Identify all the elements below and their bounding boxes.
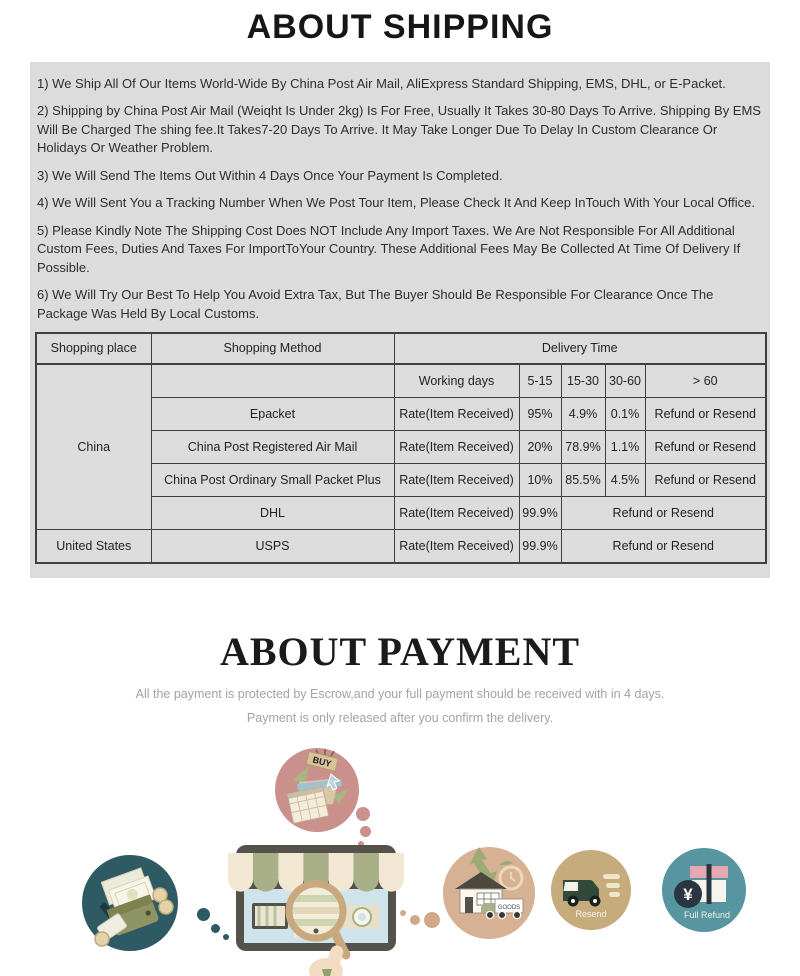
cell-rate: 99.9% <box>519 496 561 529</box>
shipping-notes <box>30 62 770 323</box>
cell-range-over-60: > 60 <box>645 364 766 398</box>
thought-dot <box>400 910 406 916</box>
cell-rate: 4.5% <box>605 463 645 496</box>
cell-result: Refund or Resend <box>645 430 766 463</box>
payment-section-title: ABOUT PAYMENT <box>219 629 581 674</box>
cell-method: USPS <box>151 529 394 563</box>
shopping-basket-calendar-icon <box>275 748 359 832</box>
thought-dot <box>360 826 371 837</box>
cell-rate: 78.9% <box>561 430 605 463</box>
shipping-note-3: 3) We Will Send The Items Out Within 4 Days Once Your Payment Is Completed. <box>37 167 503 183</box>
buy-label: BUY <box>311 754 333 769</box>
cell-rate: 1.1% <box>605 430 645 463</box>
cell-rate: 4.9% <box>561 397 605 430</box>
payment-subtitle-line1: All the payment is protected by Escrow,and your full payment should be received with in 4 days. <box>135 687 665 701</box>
cell-range-5-15: 5-15 <box>519 364 561 398</box>
payment-illustrations <box>0 735 800 976</box>
cell-rate: 0.1% <box>605 397 645 430</box>
gift-refund-icon <box>662 848 746 932</box>
payment-subtitle <box>0 682 800 731</box>
cell-rate: 85.5% <box>561 463 605 496</box>
cell-rate: 20% <box>519 430 561 463</box>
col-header-shopping-method: Shopping Method <box>151 333 394 364</box>
cell-result: Refund or Resend <box>645 463 766 496</box>
cell-rate: 95% <box>519 397 561 430</box>
yen-symbol: ¥ <box>683 885 693 904</box>
thought-dot <box>211 924 220 933</box>
thought-dot <box>410 915 420 925</box>
shipping-note-5: 5) Please Kindly Note The Shipping Cost Does NOT Include Any Import Taxes. We Are Not Responsible For All Additional Custom Fees, Duties And Taxes For ImportToYour Country. These Additional Fees May Be Collected At Time Of Delivery If Possible. <box>37 222 741 275</box>
cell-rate-label: Rate(Item Received) <box>394 397 519 430</box>
cell-rate-label: Rate(Item Received) <box>394 430 519 463</box>
cell-country-united-states: United States <box>36 529 151 563</box>
shipping-table <box>35 332 767 564</box>
resend-label: Resend <box>575 909 607 919</box>
cell-working-days-label: Working days <box>394 364 519 398</box>
cell-method: Epacket <box>151 397 394 430</box>
house-goods-truck-icon <box>443 847 535 939</box>
cell-rate: 10% <box>519 463 561 496</box>
cell-rate-label: Rate(Item Received) <box>394 496 519 529</box>
cell-result: Refund or Resend <box>645 397 766 430</box>
cell-rate-label: Rate(Item Received) <box>394 463 519 496</box>
table-row-usps <box>36 529 766 563</box>
thought-dot <box>197 908 210 921</box>
cell-method-empty <box>151 364 394 398</box>
cell-range-15-30: 15-30 <box>561 364 605 398</box>
cell-method: DHL <box>151 496 394 529</box>
shipping-note-1: 1) We Ship All Of Our Items World-Wide By China Post Air Mail, AliExpress Standard Shipping, EMS, DHL, or E-Packet. <box>37 76 726 91</box>
delivery-van-icon <box>551 850 631 930</box>
payment-subtitle-line2: Payment is only released after you confirm the delivery. <box>246 711 554 726</box>
cell-rate: 99.9% <box>519 529 561 563</box>
thought-dot <box>356 807 370 821</box>
table-header-row <box>36 333 766 364</box>
full-refund-label: Full Refund <box>683 910 731 920</box>
wallet-cash-coins-icon <box>82 855 178 951</box>
col-header-delivery-time: Delivery Time <box>394 333 766 364</box>
shipping-section-title: ABOUT SHIPPING <box>246 8 554 46</box>
cell-result: Refund or Resend <box>561 529 766 563</box>
cell-country-china: China <box>36 364 151 530</box>
shipping-info-panel <box>30 62 770 578</box>
shipping-note-4: 4) We Will Sent You a Tracking Number When We Post Tour Item, Please Check It And Keep InTouch With Your Local Office. <box>37 195 756 211</box>
cell-rate-label: Rate(Item Received) <box>394 529 519 563</box>
cell-result: Refund or Resend <box>561 496 766 529</box>
table-row-working-days <box>36 364 766 398</box>
thought-dot <box>424 912 440 928</box>
goods-label: GOODS <box>497 905 521 911</box>
col-header-shopping-place: Shopping place <box>36 333 151 364</box>
cell-method: China Post Ordinary Small Packet Plus <box>151 463 394 496</box>
cell-range-30-60: 30-60 <box>605 364 645 398</box>
cell-method: China Post Registered Air Mail <box>151 430 394 463</box>
shipping-note-2: 2) Shipping by China Post Air Mail (Weiqht Is Under 2kg) Is For Free, Usually It Takes 30-80 Days To Arrive. Shipping By EMS Will Be Charged The shing fee.It Takes7-20 Days To Arrive. It May Take Longer Due To Delay In Custom Clearance Or Holidays Or Weather Problem. <box>37 103 761 156</box>
storefront-magnifier-icon <box>228 843 404 976</box>
shipping-note-6: 6) We Will Try Our Best To Help You Avoid Extra Tax, But The Buyer Should Be Responsible For Clearance Once The Package Was Held By Local Customs. <box>37 287 714 321</box>
